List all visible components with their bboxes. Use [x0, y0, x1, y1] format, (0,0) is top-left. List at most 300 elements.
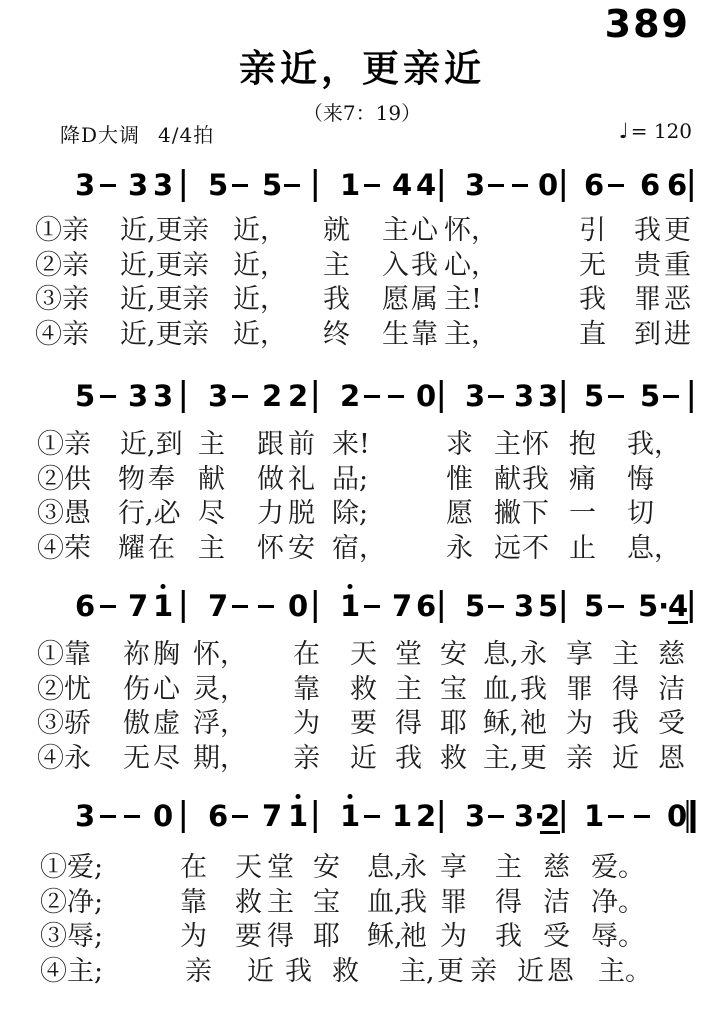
lyric-syllable: 怀: [257, 533, 284, 564]
octave-dot: [296, 794, 301, 799]
lyric-syllable: 浮，: [193, 708, 247, 739]
duration-dash: [364, 605, 380, 608]
lyric-syllable: 主: [612, 639, 639, 670]
notation-note: 0: [288, 589, 309, 623]
key-signature: [60, 119, 214, 148]
lyric-syllable: 亲: [566, 743, 593, 774]
notation-note: 0: [416, 379, 437, 413]
lyric-syllable: 更: [437, 956, 464, 987]
notation-note: 1: [288, 801, 308, 831]
duration-dash: [232, 184, 248, 187]
duration-dash: [488, 815, 504, 818]
lyric-syllable: 脱: [288, 498, 315, 529]
barline: [562, 169, 565, 202]
notation-note: 5: [262, 168, 283, 202]
lyric-syllable: 在: [293, 639, 320, 670]
duration-dash: [100, 815, 116, 818]
notation-note: 2: [262, 379, 283, 413]
lyric-syllable: 主: [198, 429, 225, 460]
time-signature: 4/4拍: [158, 123, 215, 147]
lyric-syllable: 受: [543, 921, 570, 952]
lyric-syllable: 靠: [293, 674, 320, 705]
lyric-syllable: 息,: [483, 639, 519, 670]
final-barline: [687, 800, 696, 833]
lyric-syllable: 主,: [399, 956, 435, 987]
notation-note: 3: [465, 379, 486, 413]
notation-note: 3: [153, 168, 174, 202]
lyric-line-verse-2: [0, 675, 724, 709]
duration-dash: [364, 184, 380, 187]
notation-note: 7: [262, 799, 283, 833]
lyric-line-verse-4: [0, 744, 724, 778]
lyric-syllable: 我: [285, 956, 312, 987]
lyric-syllable: 祢: [123, 639, 150, 670]
notation-note: 2: [540, 799, 561, 833]
lyric-syllable: 净。: [591, 887, 645, 918]
notation-line: [0, 591, 724, 629]
lyric-syllable: 恶: [664, 284, 691, 315]
barline: [440, 800, 443, 833]
barline: [182, 590, 185, 623]
lyric-syllable: 悔: [627, 464, 654, 495]
lyric-syllable: ③愚: [37, 498, 91, 529]
lyric-syllable: 下: [522, 498, 549, 529]
lyric-syllable: ②忧: [37, 674, 91, 705]
duration-dash: [232, 395, 248, 398]
lyric-syllable: 罪: [566, 674, 593, 705]
lyric-syllable: 主: [395, 674, 422, 705]
lyric-syllable: 救: [350, 674, 377, 705]
lyric-line-verse-1: [0, 430, 724, 464]
lyric-syllable: ④永: [37, 743, 91, 774]
music-system-3: [0, 591, 724, 796]
lyric-syllable: 切: [627, 498, 654, 529]
lyric-syllable: 血,: [367, 887, 403, 918]
barline: [690, 380, 693, 413]
lyric-syllable: 尽: [153, 743, 180, 774]
lyric-line-verse-4: [0, 957, 724, 991]
lyric-syllable: 主,: [483, 743, 519, 774]
notation-note: 5: [75, 379, 96, 413]
lyric-syllable: 祂: [520, 708, 547, 739]
lyric-syllable: 我，: [627, 429, 681, 460]
barline: [182, 800, 185, 833]
notation-note: 3: [128, 168, 149, 202]
notation-note: 6: [208, 799, 229, 833]
lyric-syllable: 近,更: [120, 284, 183, 315]
music-system-4: [0, 801, 724, 1006]
lyric-syllable: 愿: [446, 498, 473, 529]
lyric-syllable: 属: [411, 284, 438, 315]
lyric-syllable: 愿: [382, 284, 409, 315]
lyric-syllable: 救: [332, 956, 359, 987]
lyric-syllable: 在: [148, 533, 175, 564]
lyric-syllable: 献: [198, 464, 225, 495]
music-system-1: [0, 170, 724, 375]
notation-note: 5: [208, 168, 229, 202]
duration-dash: [124, 815, 140, 818]
lyric-syllable: 为: [566, 708, 593, 739]
barline: [440, 169, 443, 202]
lyric-syllable: 我: [400, 887, 427, 918]
lyric-syllable: 除;: [332, 498, 369, 529]
lyric-syllable: 心: [411, 215, 438, 246]
notation-note: 3: [75, 168, 96, 202]
lyric-syllable: 尽: [198, 498, 225, 529]
lyric-syllable: 洁: [658, 674, 685, 705]
octave-dot: [348, 584, 353, 589]
lyric-syllable: 耶: [313, 921, 340, 952]
duration-dash: [100, 605, 116, 608]
lyric-syllable: 近: [247, 956, 274, 987]
tempo-value: = 120: [630, 119, 692, 143]
lyric-syllable: 物: [118, 464, 145, 495]
duration-dash: [258, 605, 274, 608]
lyric-syllable: 无: [123, 743, 150, 774]
lyric-syllable: 主!: [444, 284, 482, 315]
lyric-syllable: 灵，: [193, 674, 247, 705]
lyric-syllable: 安: [288, 533, 315, 564]
lyric-syllable: 奉: [148, 464, 175, 495]
lyric-syllable: 得: [395, 708, 422, 739]
lyric-syllable: 洁: [543, 887, 570, 918]
lyric-syllable: 撇: [494, 498, 521, 529]
lyric-syllable: 享: [440, 852, 467, 883]
lyric-syllable: 息,: [367, 852, 403, 883]
lyric-syllable: 我: [634, 215, 661, 246]
lyric-line-verse-4: [0, 534, 724, 568]
duration-dash: [634, 815, 650, 818]
lyric-syllable: 终: [323, 319, 350, 350]
lyric-syllable: 我: [495, 921, 522, 952]
lyric-syllable: 主，: [444, 319, 498, 350]
lyric-line-verse-2: [0, 888, 724, 922]
duration-dash: [608, 395, 624, 398]
lyric-syllable: 息，: [627, 533, 681, 564]
duration-dash: [608, 815, 624, 818]
barline: [440, 380, 443, 413]
lyric-syllable: 引: [579, 215, 606, 246]
lyric-syllable: 就: [323, 215, 350, 246]
lyric-syllable: 罪: [440, 887, 467, 918]
lyric-syllable: 安: [313, 852, 340, 883]
lyric-syllable: 怀: [522, 429, 549, 460]
lyric-syllable: 耶: [440, 708, 467, 739]
hymn-title: 亲近，更亲近: [239, 47, 485, 90]
lyric-syllable: 亲: [182, 319, 209, 350]
notation-note: 5: [584, 379, 605, 413]
lyric-syllable: 更: [520, 743, 547, 774]
lyric-syllable: 靠: [180, 887, 207, 918]
lyric-line-verse-3: [0, 499, 724, 533]
lyric-syllable: 恩: [547, 956, 574, 987]
lyric-syllable: 近: [517, 956, 544, 987]
lyric-syllable: 心: [153, 674, 180, 705]
notation-note: 6: [416, 589, 437, 623]
lyric-syllable: 重: [664, 250, 691, 281]
notation-note: 3: [465, 168, 486, 202]
notation-note: 3: [514, 589, 535, 623]
lyric-syllable: 胸: [153, 639, 180, 670]
notation-note: 3: [128, 379, 149, 413]
duration-dash: [608, 605, 624, 608]
lyric-syllable: 怀，: [193, 639, 247, 670]
notation-note: 1: [584, 799, 605, 833]
barline: [440, 590, 443, 623]
lyric-syllable: ①靠: [37, 639, 91, 670]
music-system-2: [0, 381, 724, 586]
lyric-syllable: 亲: [182, 284, 209, 315]
lyric-syllable: 我: [579, 284, 606, 315]
lyric-syllable: 主: [267, 887, 294, 918]
quarter-note-icon: ♩: [618, 119, 629, 143]
lyric-syllable: 一: [569, 498, 596, 529]
notation-note: 0: [153, 799, 174, 833]
notation-note: 7: [128, 589, 149, 623]
lyric-syllable: ②供: [37, 464, 91, 495]
lyric-syllable: 宝: [313, 887, 340, 918]
notation-note: 4: [668, 589, 689, 623]
lyric-syllable: 怀，: [444, 215, 498, 246]
lyric-syllable: 近,更: [120, 215, 183, 246]
barline: [690, 169, 693, 202]
duration-dash: [488, 605, 504, 608]
lyric-syllable: 直: [579, 319, 606, 350]
lyric-line-verse-3: [0, 285, 724, 319]
notation-note: 6: [584, 168, 605, 202]
lyric-syllable: 得: [612, 674, 639, 705]
notation-note: 3: [153, 379, 174, 413]
meta-row: [0, 119, 724, 145]
lyric-syllable: 稣,: [367, 921, 403, 952]
lyric-syllable: 亲: [185, 956, 212, 987]
duration-dash: [512, 184, 528, 187]
lyric-syllable: 我: [520, 674, 547, 705]
duration-dash: [663, 395, 679, 398]
lyric-line-verse-3: [0, 922, 724, 956]
notation-line: [0, 170, 724, 208]
lyric-syllable: 在: [180, 852, 207, 883]
lyric-syllable: 主: [495, 852, 522, 883]
lyric-syllable: 行,必: [118, 498, 181, 529]
lyric-syllable: 宿，: [332, 533, 386, 564]
lyric-syllable: 傲: [123, 708, 150, 739]
lyric-syllable: 为: [440, 921, 467, 952]
page-number: 389: [604, 2, 690, 46]
lyric-syllable: 惟: [446, 464, 473, 495]
lyric-syllable: ③骄: [37, 708, 91, 739]
lyric-line-verse-1: [0, 216, 724, 250]
lyric-syllable: 力: [257, 498, 284, 529]
lyric-syllable: ①亲: [35, 215, 89, 246]
notation-note: 4: [392, 168, 413, 202]
lyric-syllable: 到: [634, 319, 661, 350]
lyric-syllable: 亲: [470, 956, 497, 987]
lyric-syllable: 主: [494, 429, 521, 460]
lyric-syllable: 慈: [658, 639, 685, 670]
lyric-line-verse-4: [0, 320, 724, 354]
lyric-line-verse-1: [0, 853, 724, 887]
lyric-syllable: 宝: [440, 674, 467, 705]
notation-note: 3: [465, 799, 486, 833]
lyric-syllable: ③辱;: [40, 921, 104, 952]
notation-note: 0: [538, 168, 559, 202]
lyric-syllable: 不: [522, 533, 549, 564]
duration-dash: [488, 184, 504, 187]
lyric-syllable: 祂: [400, 921, 427, 952]
lyric-syllable: 近: [612, 743, 639, 774]
lyric-syllable: ③亲: [35, 284, 89, 315]
lyric-syllable: 主。: [598, 956, 652, 987]
duration-dash: [608, 184, 624, 187]
lyric-syllable: 堂: [267, 852, 294, 883]
duration-dash: [284, 184, 300, 187]
lyric-line-verse-3: [0, 709, 724, 743]
lyric-syllable: 救: [440, 743, 467, 774]
lyric-syllable: ②亲: [35, 250, 89, 281]
lyric-syllable: 辱。: [591, 921, 645, 952]
lyric-syllable: 贵: [634, 250, 661, 281]
notation-note: 3·: [514, 799, 546, 833]
lyric-syllable: 近，: [233, 284, 287, 315]
lyric-line-verse-2: [0, 251, 724, 285]
lyric-syllable: 来!: [332, 429, 370, 460]
lyric-syllable: 期，: [193, 743, 247, 774]
lyric-syllable: 永: [446, 533, 473, 564]
tempo-marking: [619, 119, 692, 143]
lyric-syllable: 亲: [182, 215, 209, 246]
lyric-line-verse-2: [0, 465, 724, 499]
lyric-syllable: 近，: [233, 250, 287, 281]
notation-note: 5: [465, 589, 486, 623]
lyric-syllable: 靠: [411, 319, 438, 350]
lyric-syllable: 堂: [395, 639, 422, 670]
lyric-syllable: 做: [257, 464, 284, 495]
lyric-syllable: 献: [494, 464, 521, 495]
lyric-syllable: 近,到: [120, 429, 183, 460]
duration-dash: [100, 184, 116, 187]
lyric-syllable: 得: [495, 887, 522, 918]
notation-note: 0: [667, 799, 688, 833]
lyric-syllable: 伤: [123, 674, 150, 705]
lyric-syllable: 要: [235, 921, 262, 952]
lyric-syllable: 远: [494, 533, 521, 564]
duration-dash: [388, 395, 404, 398]
key-label: 降D大调: [60, 123, 141, 147]
lyric-syllable: 近，: [233, 319, 287, 350]
lyric-syllable: 主: [382, 215, 409, 246]
duration-dash: [100, 395, 116, 398]
lyric-syllable: 得: [267, 921, 294, 952]
octave-dot: [161, 584, 166, 589]
scripture-reference: （来7：19）: [302, 101, 422, 125]
duration-dash: [232, 605, 248, 608]
barline: [690, 590, 693, 623]
lyric-syllable: 血,: [483, 674, 519, 705]
barline: [562, 590, 565, 623]
lyric-syllable: 虚: [153, 708, 180, 739]
duration-dash: [232, 815, 248, 818]
lyric-syllable: ①爱;: [40, 852, 104, 883]
lyric-syllable: 我: [411, 250, 438, 281]
notation-note: 5: [584, 589, 605, 623]
lyric-line-verse-1: [0, 640, 724, 674]
notation-line: [0, 801, 724, 839]
duration-dash: [364, 395, 380, 398]
notation-note: 7: [208, 589, 229, 623]
notation-note: 5: [640, 379, 661, 413]
lyric-syllable: 更: [664, 215, 691, 246]
octave-dot: [348, 794, 353, 799]
lyric-syllable: 永: [400, 852, 427, 883]
lyric-syllable: 生: [382, 319, 409, 350]
lyric-syllable: 近，: [233, 215, 287, 246]
duration-dash: [488, 395, 504, 398]
lyric-syllable: 为: [293, 708, 320, 739]
lyric-syllable: 近,更: [120, 250, 183, 281]
lyric-syllable: 我: [612, 708, 639, 739]
lyric-syllable: ①亲: [37, 429, 91, 460]
lyric-syllable: 我: [323, 284, 350, 315]
notation-note: 1: [340, 168, 361, 202]
barline: [314, 380, 317, 413]
barline: [562, 800, 565, 833]
notation-note: 6: [640, 168, 661, 202]
lyric-syllable: 要: [350, 708, 377, 739]
lyric-syllable: 为: [180, 921, 207, 952]
lyric-syllable: 罪: [634, 284, 661, 315]
notation-note: 5: [538, 589, 559, 623]
barline: [182, 380, 185, 413]
lyric-syllable: 救: [235, 887, 262, 918]
barline: [182, 169, 185, 202]
lyric-syllable: 安: [440, 639, 467, 670]
lyric-syllable: 享: [566, 639, 593, 670]
lyric-syllable: 慈: [543, 852, 570, 883]
lyric-syllable: 天: [350, 639, 377, 670]
lyric-syllable: 恩: [658, 743, 685, 774]
notation-note: 1: [340, 801, 360, 831]
notation-note: 6: [667, 168, 688, 202]
lyric-syllable: 进: [664, 319, 691, 350]
notation-note: 1: [340, 591, 360, 621]
lyric-syllable: 我: [522, 464, 549, 495]
notation-note: 1: [392, 799, 413, 833]
lyric-syllable: 品;: [332, 464, 369, 495]
lyric-syllable: 止: [569, 533, 596, 564]
lyric-syllable: 天: [235, 852, 262, 883]
barline: [314, 169, 317, 202]
notation-note: 3: [514, 379, 535, 413]
lyric-syllable: 近,更: [120, 319, 183, 350]
barline: [562, 380, 565, 413]
lyric-syllable: 主: [323, 250, 350, 281]
notation-note: 6: [75, 589, 96, 623]
barline: [314, 590, 317, 623]
notation-note: 3: [208, 379, 229, 413]
lyric-syllable: 近: [350, 743, 377, 774]
notation-note: 3: [75, 799, 96, 833]
lyric-syllable: 耀: [118, 533, 145, 564]
lyric-syllable: ④亲: [35, 319, 89, 350]
notation-note: 2: [288, 379, 309, 413]
notation-note: 2: [416, 799, 437, 833]
lyric-syllable: 受: [658, 708, 685, 739]
notation-note: 3: [538, 379, 559, 413]
lyric-syllable: 心，: [444, 250, 498, 281]
lyric-syllable: 爱。: [591, 852, 645, 883]
duration-dash: [364, 815, 380, 818]
